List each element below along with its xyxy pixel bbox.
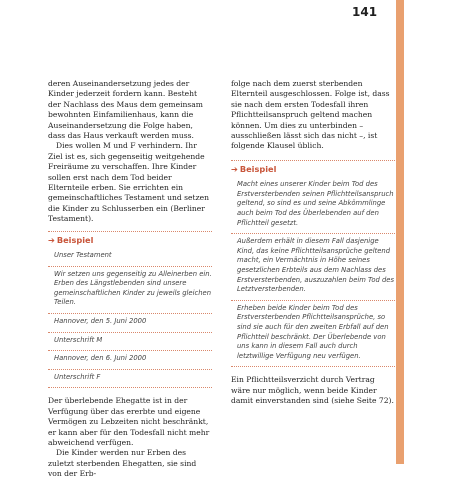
example-line: Macht eines unserer Kinder beim Tod des Erstversterbenden seinen Pflichtteilsanspruch geltend, so sind es und seine Abkömmlinge auch beim Tod des Überlebenden auf den Pflichtteil gesetzt. bbox=[231, 177, 395, 234]
example-line: Hannover, den 6. Juni 2000 bbox=[48, 351, 212, 370]
paragraph: Ein Pflichtteilsverzicht durch Vertrag wäre nur möglich, wenn beide Kinder damit einverstanden sind (siehe Seite 72). bbox=[231, 375, 394, 406]
arrow-right-icon: ➔ bbox=[231, 163, 238, 174]
example-line: Hannover, den 5. Juni 2000 bbox=[48, 314, 212, 333]
paragraph: Der überlebende Ehegatte ist in der Verfügung über das ererbte und eigene Vermögen zu Lebzeiten nicht beschränkt, er kann aber für den Todesfall nicht mehr abweichend verfügen. bbox=[48, 396, 210, 448]
example-line: Unterschrift M bbox=[48, 333, 212, 352]
example-line: Außerdem erhält in diesem Fall dasjenige Kind, das keine Pflichtteilsansprüche geltend macht, ein Vermächtnis in Höhe seines gesetzlichen Erbteils aus dem Nachlass des Erstversterbenden, auszuzahlen beim Tod des Letztversterbenden. bbox=[231, 234, 395, 301]
left-column bbox=[48, 79, 212, 480]
example-line: Unterschrift F bbox=[48, 370, 212, 389]
example-line: Unser Testament bbox=[48, 248, 212, 267]
chapter-accent-bar bbox=[396, 0, 404, 464]
example-heading bbox=[48, 232, 212, 248]
paragraph: deren Auseinandersetzung jedes der Kinder jederzeit fordern kann. Besteht der Nachlass des Maus dem gemeinsam bewohnten Einfamilienhaus, kann die Auseinandersetzung die Folge haben, dass das Haus verkauft werden muss. bbox=[48, 79, 204, 141]
paragraph: Dies wollen M und F verhindern. Ihr Ziel ist es, sich gegenseitig weitgehende Freiräume zu verschaffen. Ihre Kinder sollen erst nach dem Tod beider Elternteile erben. Sie errichten ein gemeinschaftliches Testament und setzen die Kinder zu Schlusserben ein (Berliner Testament). bbox=[48, 141, 209, 224]
page-number: 141 bbox=[352, 5, 378, 19]
example-box bbox=[231, 160, 395, 368]
paragraph: Die Kinder werden nur Erben des zuletzt sterbenden Ehegatten, sie sind von der Erb- bbox=[48, 448, 197, 479]
example-heading-label: Beispiel bbox=[239, 163, 277, 174]
example-line: Wir setzen uns gegenseitig zu Alleinerben ein. Erben des Längstlebenden sind unsere gemeinschaftlichen Kinder zu jeweils gleichen Teilen. bbox=[48, 267, 212, 314]
example-heading bbox=[231, 161, 395, 177]
example-heading-label: Beispiel bbox=[56, 234, 94, 245]
arrow-right-icon: ➔ bbox=[48, 234, 55, 245]
paragraph: folge nach dem zuerst sterbenden Elternteil ausgeschlossen. Folge ist, dass sie nach dem ersten Todesfall ihren Pflichtteilsanspruch geltend machen können. Um dies zu unterbinden – ausschließen lässt sich das nicht –, ist folgende Klausel üblich. bbox=[231, 79, 390, 151]
right-column bbox=[231, 79, 395, 407]
example-line: Erheben beide Kinder beim Tod des Erstversterbenden Pflichtteilsansprüche, so sind sie auch für den zweiten Erbfall auf den Pflichtteil beschränkt. Der Überlebende von uns kann in diesem Fall auch durch letztwillige Verfügung neu verfügen. bbox=[231, 301, 395, 368]
example-box bbox=[48, 231, 212, 389]
